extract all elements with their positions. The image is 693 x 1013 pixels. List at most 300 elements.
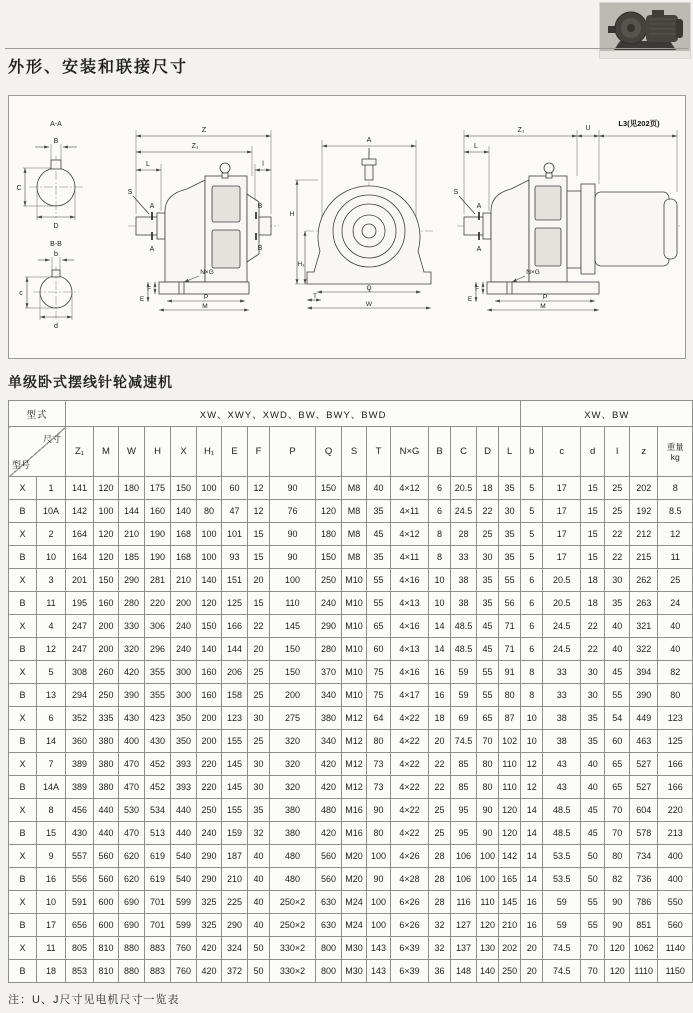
- model-type-cell: X: [9, 569, 37, 592]
- value-cell: 100: [367, 891, 391, 914]
- value-cell: 320: [270, 730, 316, 753]
- value-cell: 165: [499, 868, 521, 891]
- table-row: [9, 776, 693, 799]
- value-cell: 12: [248, 477, 270, 500]
- svg-text:b: b: [54, 251, 58, 258]
- value-cell: 35: [367, 500, 391, 523]
- value-cell: 10: [521, 707, 543, 730]
- table-column-header-row: [9, 427, 693, 477]
- table-row: [9, 730, 693, 753]
- table-row: [9, 661, 693, 684]
- value-cell: 90: [605, 914, 630, 937]
- value-cell: 144: [119, 500, 145, 523]
- value-cell: 420: [316, 776, 342, 799]
- value-cell: 600: [94, 914, 119, 937]
- value-cell: 380: [94, 730, 119, 753]
- value-cell: 50: [581, 845, 605, 868]
- value-cell: 70: [605, 799, 630, 822]
- value-cell: 853: [66, 960, 94, 983]
- value-cell: 53.5: [543, 845, 581, 868]
- column-header: H: [145, 427, 171, 477]
- value-cell: 4×22: [391, 776, 429, 799]
- value-cell: M12: [342, 776, 367, 799]
- value-cell: 880: [119, 960, 145, 983]
- table-row: [9, 753, 693, 776]
- table-row: [9, 592, 693, 615]
- column-header: l: [605, 427, 630, 477]
- column-header: E: [222, 427, 248, 477]
- value-cell: 116: [451, 891, 477, 914]
- value-cell: 82: [605, 868, 630, 891]
- model-number-cell: 1: [37, 477, 66, 500]
- svg-text:M: M: [540, 303, 546, 310]
- value-cell: 25: [248, 684, 270, 707]
- value-cell: 456: [66, 799, 94, 822]
- value-cell: 215: [630, 546, 658, 569]
- value-cell: 4×11: [391, 500, 429, 523]
- value-cell: M20: [342, 868, 367, 891]
- value-cell: 25: [605, 477, 630, 500]
- model-number-cell: 14A: [37, 776, 66, 799]
- value-cell: 360: [66, 730, 94, 753]
- value-cell: 200: [197, 730, 222, 753]
- value-cell: 420: [119, 661, 145, 684]
- column-header-weight: 重量 kg: [658, 427, 693, 477]
- value-cell: 4×26: [391, 845, 429, 868]
- value-cell: M16: [342, 799, 367, 822]
- value-cell: 247: [66, 638, 94, 661]
- value-cell: 120: [94, 523, 119, 546]
- value-cell: M10: [342, 569, 367, 592]
- value-cell: 38: [451, 569, 477, 592]
- value-cell: 185: [119, 546, 145, 569]
- value-cell: 210: [171, 569, 197, 592]
- column-header: F: [248, 427, 270, 477]
- value-cell: 100: [270, 569, 316, 592]
- value-cell: 60: [367, 638, 391, 661]
- value-cell: 4×22: [391, 707, 429, 730]
- value-cell: 110: [270, 592, 316, 615]
- model-type-cell: X: [9, 891, 37, 914]
- column-header: M: [94, 427, 119, 477]
- value-cell: 123: [222, 707, 248, 730]
- value-cell: 200: [270, 684, 316, 707]
- value-cell: 560: [94, 845, 119, 868]
- value-cell: 16: [429, 661, 451, 684]
- value-cell: 1150: [658, 960, 693, 983]
- value-cell: 22: [248, 615, 270, 638]
- value-cell: 20.5: [543, 569, 581, 592]
- value-cell: 120: [197, 592, 222, 615]
- value-cell: 8: [658, 477, 693, 500]
- value-cell: 250: [197, 799, 222, 822]
- value-cell: 80: [499, 684, 521, 707]
- value-cell: 22: [429, 776, 451, 799]
- value-cell: 32: [429, 937, 451, 960]
- value-cell: 560: [94, 868, 119, 891]
- value-cell: 202: [499, 937, 521, 960]
- section-view-aa: [16, 121, 83, 230]
- value-cell: 440: [94, 822, 119, 845]
- model-type-cell: X: [9, 937, 37, 960]
- value-cell: 30: [581, 684, 605, 707]
- value-cell: 25: [429, 822, 451, 845]
- value-cell: 4×12: [391, 477, 429, 500]
- table-row: [9, 523, 693, 546]
- value-cell: 4×22: [391, 799, 429, 822]
- value-cell: 125: [658, 730, 693, 753]
- value-cell: 175: [145, 477, 171, 500]
- value-cell: 200: [197, 707, 222, 730]
- value-cell: 164: [66, 523, 94, 546]
- column-header: S: [342, 427, 367, 477]
- value-cell: 280: [119, 592, 145, 615]
- value-cell: 65: [605, 776, 630, 799]
- svg-text:Z₁: Z₁: [517, 127, 525, 134]
- svg-text:Q: Q: [366, 285, 372, 292]
- value-cell: 38: [543, 730, 581, 753]
- value-cell: M8: [342, 477, 367, 500]
- value-cell: 480: [270, 868, 316, 891]
- series-group-header-2: XW、BW: [521, 401, 693, 427]
- value-cell: 80: [367, 730, 391, 753]
- table-row: [9, 615, 693, 638]
- value-cell: 38: [451, 592, 477, 615]
- value-cell: M8: [342, 546, 367, 569]
- svg-text:A: A: [149, 203, 155, 210]
- svg-text:Z: Z: [201, 127, 207, 134]
- value-cell: 201: [66, 569, 94, 592]
- value-cell: 14: [429, 638, 451, 661]
- value-cell: 4×13: [391, 638, 429, 661]
- value-cell: 123: [658, 707, 693, 730]
- value-cell: 100: [94, 500, 119, 523]
- value-cell: 690: [119, 914, 145, 937]
- side-view-reducer: [128, 127, 279, 310]
- value-cell: 55: [367, 569, 391, 592]
- svg-text:E: E: [467, 296, 473, 303]
- value-cell: 50: [248, 937, 270, 960]
- value-cell: 59: [543, 914, 581, 937]
- value-cell: 35: [581, 707, 605, 730]
- value-cell: 40: [248, 868, 270, 891]
- value-cell: 40: [581, 753, 605, 776]
- value-cell: 25: [605, 500, 630, 523]
- value-cell: 591: [66, 891, 94, 914]
- value-cell: M24: [342, 891, 367, 914]
- value-cell: 260: [94, 661, 119, 684]
- table-row: [9, 638, 693, 661]
- value-cell: 324: [222, 937, 248, 960]
- value-cell: 82: [658, 661, 693, 684]
- value-cell: 47: [222, 500, 248, 523]
- value-cell: 55: [367, 592, 391, 615]
- column-header: Q: [316, 427, 342, 477]
- value-cell: 380: [94, 753, 119, 776]
- column-header: b: [521, 427, 543, 477]
- value-cell: 55: [581, 891, 605, 914]
- value-cell: 393: [171, 776, 197, 799]
- value-cell: 164: [66, 546, 94, 569]
- model-number-cell: 10: [37, 891, 66, 914]
- value-cell: 140: [197, 638, 222, 661]
- value-cell: 225: [222, 891, 248, 914]
- value-cell: 10: [429, 569, 451, 592]
- value-cell: 240: [171, 638, 197, 661]
- svg-text:d: d: [54, 323, 58, 330]
- value-cell: 440: [171, 799, 197, 822]
- svg-text:L: L: [146, 161, 150, 168]
- value-cell: 15: [581, 523, 605, 546]
- value-cell: 40: [658, 615, 693, 638]
- value-cell: 4×12: [391, 523, 429, 546]
- value-cell: 120: [477, 914, 499, 937]
- value-cell: 604: [630, 799, 658, 822]
- value-cell: 22: [581, 638, 605, 661]
- value-cell: 40: [367, 477, 391, 500]
- value-cell: 250: [94, 684, 119, 707]
- value-cell: M12: [342, 707, 367, 730]
- table-row: [9, 500, 693, 523]
- value-cell: 71: [499, 638, 521, 661]
- model-number-cell: 9: [37, 845, 66, 868]
- value-cell: 200: [171, 592, 197, 615]
- value-cell: 22: [605, 523, 630, 546]
- model-number-cell: 14: [37, 730, 66, 753]
- footnote: 注：U、J尺寸见电机尺寸一览表: [8, 994, 180, 1006]
- table-body: [9, 477, 693, 983]
- value-cell: 150: [270, 638, 316, 661]
- value-cell: 33: [543, 661, 581, 684]
- svg-text:S: S: [127, 189, 133, 196]
- value-cell: 150: [270, 661, 316, 684]
- value-cell: 75: [367, 661, 391, 684]
- svg-text:C: C: [16, 185, 22, 192]
- value-cell: 620: [119, 868, 145, 891]
- svg-text:F: F: [147, 286, 151, 293]
- value-cell: 17: [543, 523, 581, 546]
- value-cell: 65: [477, 707, 499, 730]
- value-cell: 48.5: [543, 799, 581, 822]
- value-cell: 53.5: [543, 868, 581, 891]
- value-cell: 166: [658, 753, 693, 776]
- value-cell: 150: [316, 546, 342, 569]
- value-cell: 28: [429, 845, 451, 868]
- value-cell: 40: [658, 638, 693, 661]
- svg-text:B: B: [257, 245, 263, 252]
- value-cell: 883: [145, 960, 171, 983]
- value-cell: 527: [630, 776, 658, 799]
- svg-text:B-B: B-B: [50, 241, 62, 248]
- value-cell: 28: [451, 523, 477, 546]
- value-cell: M20: [342, 845, 367, 868]
- model-type-cell: B: [9, 776, 37, 799]
- value-cell: 1110: [630, 960, 658, 983]
- value-cell: 10: [521, 730, 543, 753]
- value-cell: 45: [581, 822, 605, 845]
- value-cell: 420: [197, 960, 222, 983]
- value-cell: 420: [197, 937, 222, 960]
- value-cell: 80: [605, 845, 630, 868]
- value-cell: 470: [119, 753, 145, 776]
- value-cell: 656: [66, 914, 94, 937]
- value-cell: 40: [605, 638, 630, 661]
- column-header: d: [581, 427, 605, 477]
- value-cell: 300: [171, 661, 197, 684]
- value-cell: 140: [197, 569, 222, 592]
- value-cell: 120: [499, 799, 521, 822]
- value-cell: 321: [630, 615, 658, 638]
- value-cell: 4×11: [391, 546, 429, 569]
- value-cell: 35: [499, 546, 521, 569]
- value-cell: 45: [581, 799, 605, 822]
- value-cell: 480: [270, 845, 316, 868]
- model-number-cell: 16: [37, 868, 66, 891]
- value-cell: 15: [248, 592, 270, 615]
- dimension-table: [8, 400, 693, 983]
- model-number-cell: 7: [37, 753, 66, 776]
- value-cell: 212: [630, 523, 658, 546]
- value-cell: 8: [429, 546, 451, 569]
- value-cell: 145: [222, 776, 248, 799]
- value-cell: 144: [222, 638, 248, 661]
- value-cell: 40: [581, 776, 605, 799]
- value-cell: 24.5: [543, 638, 581, 661]
- value-cell: 420: [316, 822, 342, 845]
- svg-text:L: L: [474, 143, 478, 150]
- column-header: B: [429, 427, 451, 477]
- column-header: z: [630, 427, 658, 477]
- value-cell: 530: [119, 799, 145, 822]
- value-cell: 76: [270, 500, 316, 523]
- column-header: N×G: [391, 427, 429, 477]
- value-cell: 28: [429, 868, 451, 891]
- svg-text:A: A: [149, 246, 155, 253]
- value-cell: 32: [429, 914, 451, 937]
- value-cell: 355: [145, 684, 171, 707]
- value-cell: 15: [581, 546, 605, 569]
- value-cell: M10: [342, 661, 367, 684]
- value-cell: 440: [171, 822, 197, 845]
- model-type-cell: X: [9, 615, 37, 638]
- value-cell: 33: [451, 546, 477, 569]
- value-cell: 210: [499, 914, 521, 937]
- value-cell: 100: [477, 868, 499, 891]
- column-header: c: [543, 427, 581, 477]
- value-cell: 560: [316, 845, 342, 868]
- model-type-cell: B: [9, 592, 37, 615]
- value-cell: 102: [499, 730, 521, 753]
- value-cell: 220: [658, 799, 693, 822]
- table-row: [9, 960, 693, 983]
- value-cell: 6: [521, 615, 543, 638]
- value-cell: 35: [367, 546, 391, 569]
- value-cell: M10: [342, 684, 367, 707]
- value-cell: 190: [145, 546, 171, 569]
- value-cell: 50: [248, 960, 270, 983]
- column-header: Z₁: [66, 427, 94, 477]
- value-cell: 263: [630, 592, 658, 615]
- value-cell: 210: [119, 523, 145, 546]
- value-cell: 60: [222, 477, 248, 500]
- value-cell: 168: [171, 523, 197, 546]
- value-cell: 599: [171, 891, 197, 914]
- value-cell: 5: [521, 500, 543, 523]
- value-cell: 43: [543, 776, 581, 799]
- value-cell: 206: [222, 661, 248, 684]
- value-cell: 213: [658, 822, 693, 845]
- value-cell: 220: [197, 753, 222, 776]
- table-group-header-row: [9, 401, 693, 427]
- series-group-header: XW、XWY、XWD、BW、BWY、BWD: [66, 401, 521, 427]
- value-cell: 800: [316, 960, 342, 983]
- value-cell: 187: [222, 845, 248, 868]
- table-row: [9, 546, 693, 569]
- value-cell: 420: [316, 753, 342, 776]
- value-cell: M30: [342, 960, 367, 983]
- value-cell: 22: [429, 753, 451, 776]
- value-cell: 400: [658, 868, 693, 891]
- value-cell: 8: [521, 684, 543, 707]
- value-cell: 24.5: [543, 615, 581, 638]
- value-cell: 110: [477, 891, 499, 914]
- value-cell: 100: [367, 914, 391, 937]
- value-cell: 4×16: [391, 569, 429, 592]
- value-cell: 160: [145, 500, 171, 523]
- column-header: P: [270, 427, 316, 477]
- value-cell: 100: [477, 845, 499, 868]
- diagonal-header-cell: [9, 427, 66, 477]
- value-cell: 59: [543, 891, 581, 914]
- value-cell: 65: [605, 753, 630, 776]
- value-cell: 786: [630, 891, 658, 914]
- value-cell: 40: [248, 845, 270, 868]
- svg-text:H₁: H₁: [297, 261, 305, 268]
- value-cell: M8: [342, 523, 367, 546]
- svg-text:L3(见202页): L3(见202页): [618, 119, 660, 128]
- value-cell: 6: [521, 592, 543, 615]
- value-cell: 296: [145, 638, 171, 661]
- value-cell: 389: [66, 753, 94, 776]
- value-cell: 75: [367, 684, 391, 707]
- value-cell: 560: [316, 868, 342, 891]
- value-cell: 45: [477, 638, 499, 661]
- value-cell: 275: [270, 707, 316, 730]
- value-cell: 127: [451, 914, 477, 937]
- value-cell: 142: [66, 500, 94, 523]
- value-cell: 50: [581, 868, 605, 891]
- value-cell: 18: [581, 592, 605, 615]
- value-cell: 394: [630, 661, 658, 684]
- value-cell: 137: [451, 937, 477, 960]
- value-cell: 380: [316, 707, 342, 730]
- value-cell: 80: [477, 753, 499, 776]
- value-cell: 24.5: [451, 500, 477, 523]
- value-cell: 810: [94, 960, 119, 983]
- value-cell: 101: [222, 523, 248, 546]
- value-cell: 195: [66, 592, 94, 615]
- model-type-cell: B: [9, 684, 37, 707]
- value-cell: 8: [521, 661, 543, 684]
- value-cell: 120: [499, 822, 521, 845]
- value-cell: 452: [145, 776, 171, 799]
- table-row: [9, 799, 693, 822]
- value-cell: 6: [521, 638, 543, 661]
- value-cell: 80: [197, 500, 222, 523]
- value-cell: 18: [429, 707, 451, 730]
- column-header: L: [499, 427, 521, 477]
- model-type-cell: X: [9, 753, 37, 776]
